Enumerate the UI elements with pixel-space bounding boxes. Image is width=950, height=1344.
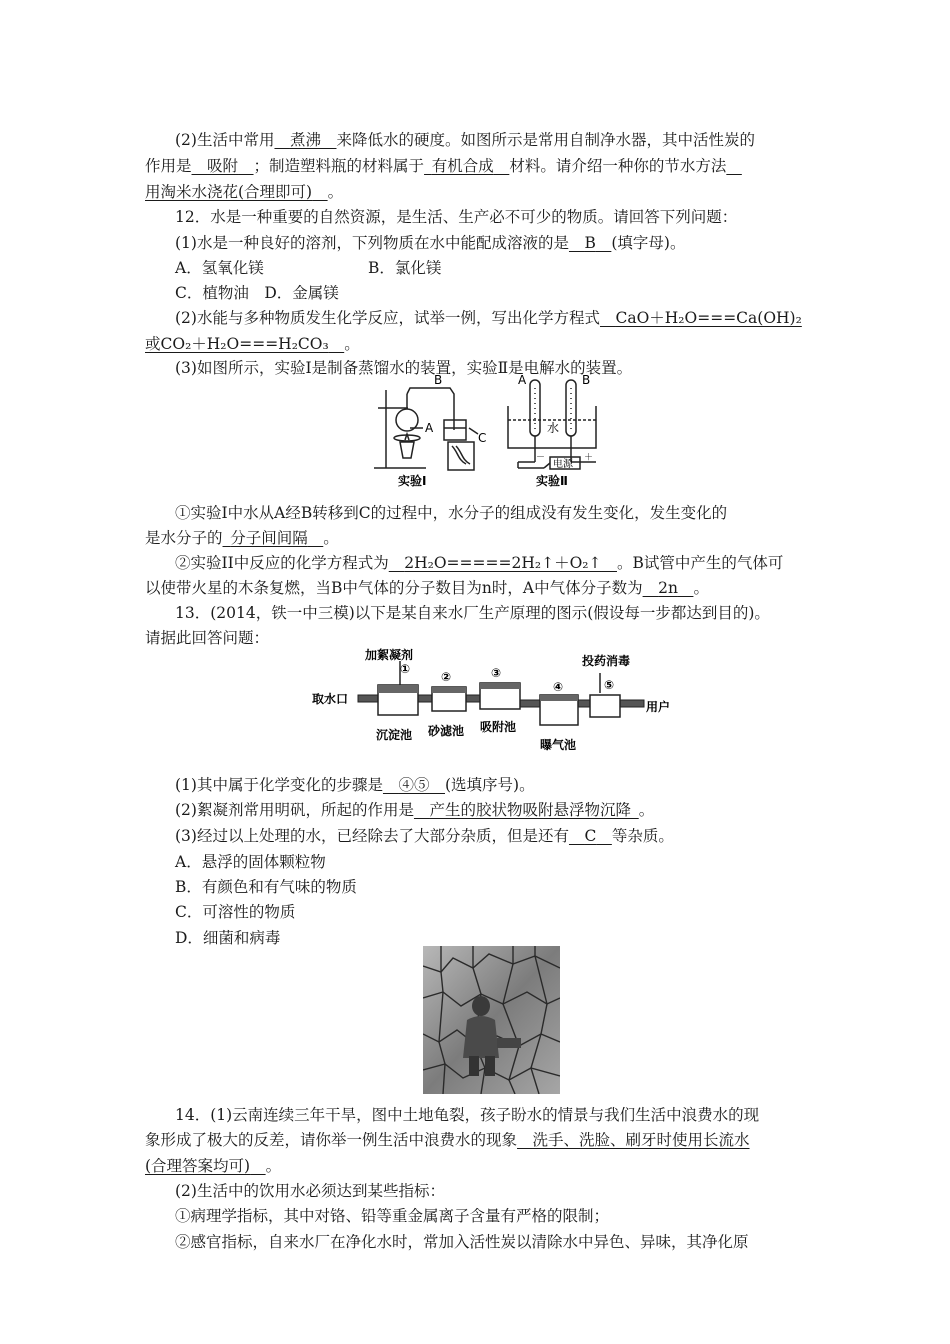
- tank-4-label: 曝气池: [540, 738, 577, 752]
- user-label: 用户: [646, 700, 671, 714]
- disinfect-label: 投药消毒: [582, 654, 631, 668]
- answer-blank: 吸附: [207, 157, 239, 175]
- text-line: ②实验II中反应的化学方程式为 2H₂O=====2H₂↑＋O₂↑ 。B试管中产生的气体可: [175, 554, 784, 572]
- answer-blank: 产生的胶状物吸附悬浮物沉降: [429, 801, 631, 819]
- step-3-label: ③: [491, 666, 502, 680]
- text-line: (2)絮凝剂常用明矾，所起的作用是 产生的胶状物吸附悬浮物沉降 。: [175, 801, 655, 819]
- text-line: (3)如图所示，实验Ⅰ是制备蒸馏水的装置，实验Ⅱ是电解水的装置。: [175, 359, 633, 377]
- text-line: 或CO₂＋H₂O===H₂CO₃ 。: [145, 335, 360, 353]
- answer-blank: 煮沸: [289, 131, 321, 149]
- answer-blank: 2H₂O=====2H₂↑＋O₂↑: [404, 554, 602, 572]
- answer-blank: 洗手、洗脸、刷牙时使用长流水: [532, 1131, 750, 1149]
- step-5-label: ⑤: [604, 678, 615, 692]
- minus-sign: －: [536, 453, 546, 463]
- answer-blank: B: [584, 234, 596, 252]
- text-line: (2)生活中的饮用水必须达到某些指标：: [175, 1182, 445, 1200]
- text-line: 象形成了极大的反差，请你举一例生活中浪费水的现象 洗手、洗脸、刷牙时使用长流水: [145, 1131, 750, 1149]
- text-line: 作用是 吸附 ；制造塑料瓶的材料属于 有机合成 材料。请介绍一种你的节水方法: [145, 157, 727, 175]
- option-c: C．可溶性的物质: [175, 903, 296, 921]
- text-line: (1)水是一种良好的溶剂，下列物质在水中能配成溶液的是 B (填字母)。: [175, 234, 686, 252]
- text-line: 是水分子的 分子间间隔 。: [145, 529, 339, 547]
- step-2-label: ②: [441, 670, 452, 684]
- question-14: 14．(1)云南连续三年干旱，图中土地龟裂，孩子盼水的情景与我们生活中浪费水的现: [175, 1106, 760, 1124]
- caption-exp1: 实验Ⅰ: [398, 474, 427, 488]
- text-line: ②感官指标，自来水厂在净化水时，常加入活性炭以清除水中异色、异味，其净化原: [175, 1233, 749, 1251]
- caption-exp2: 实验Ⅱ: [536, 474, 568, 488]
- water-label: 水: [547, 421, 560, 435]
- question-13: 13．(2014，铁一中三模)以下是某自来水厂生产原理的图示(假设每一步都达到目的)。: [175, 604, 770, 622]
- water-plant-figure: [310, 645, 690, 755]
- coagulant-label: 加絮凝剂: [365, 648, 414, 662]
- step-4-label: ④: [553, 680, 564, 694]
- answer-blank: 有机合成: [431, 157, 494, 175]
- option-b: B．有颜色和有气味的物质: [175, 878, 357, 896]
- experiment-figure: [370, 372, 620, 492]
- tank-1-label: 沉淀池: [376, 728, 413, 742]
- text-line: (2)生活中常用 煮沸 来降低水的硬度。如图所示是常用自制净水器，其中活性炭的: [175, 131, 755, 149]
- answer-blank: 用淘米水浇花(合理即可): [145, 183, 313, 201]
- text-line: 用淘米水浇花(合理即可) 。: [145, 183, 344, 201]
- tank-2-label: 砂滤池: [428, 724, 465, 738]
- option-d: D．细菌和病毒: [175, 929, 281, 947]
- answer-blank: 分子间间隔: [230, 529, 308, 547]
- label-b-exp1: B: [434, 373, 443, 387]
- text-line: 请据此回答问题：: [145, 629, 270, 647]
- answer-blank: 2n: [658, 579, 678, 597]
- text-line: (2)水能与多种物质发生化学反应，试举一例，写出化学方程式 CaO＋H₂O===Ca(OH)₂: [175, 309, 802, 327]
- option-cd: C．植物油 D．金属镁: [175, 284, 339, 302]
- question-12: 12．水是一种重要的自然资源，是生活、生产必不可少的物质。请回答下列问题：: [175, 208, 738, 226]
- tank-3-label: 吸附池: [480, 720, 517, 734]
- answer-blank: C: [584, 827, 597, 845]
- intake-label: 取水口: [312, 692, 349, 706]
- text-line: 以使带火星的木条复燃，当B中气体的分子数目为n时，A中气体分子数为 2n 。: [145, 579, 709, 597]
- answer-blank: (合理答案均可): [145, 1157, 251, 1175]
- text-line: (合理答案均可) 。: [145, 1157, 282, 1175]
- option-a: A．悬浮的固体颗粒物: [175, 853, 326, 871]
- power-label: 电源: [553, 459, 573, 470]
- label-c-exp1: C: [478, 431, 487, 445]
- answer-blank: CaO＋H₂O===Ca(OH)₂: [615, 309, 802, 327]
- plus-sign: ＋: [584, 453, 594, 463]
- option-b: B．氯化镁: [368, 259, 442, 277]
- option-a: A．氢氧化镁: [175, 259, 264, 277]
- drought-photo: [423, 946, 560, 1094]
- label-a-exp2: A: [518, 373, 527, 387]
- label-a-exp1: A: [425, 421, 434, 435]
- label-b-exp2: B: [582, 373, 591, 387]
- answer-blank: ④⑤: [398, 776, 430, 794]
- text-line: ①病理学指标，其中对铬、铅等重金属离子含量有严格的限制；: [175, 1207, 610, 1225]
- answer-blank: 或CO₂＋H₂O===H₂CO₃: [145, 335, 329, 353]
- text-line: (3)经过以上处理的水，已经除去了大部分杂质，但是还有 C 等杂质。: [175, 827, 674, 845]
- text-line: ①实验Ⅰ中水从A经B转移到C的过程中，水分子的组成没有发生变化，发生变化的: [175, 504, 728, 522]
- text-line: (1)其中属于化学变化的步骤是 ④⑤ (选填序号)。: [175, 776, 535, 794]
- step-1-label: ①: [400, 662, 411, 676]
